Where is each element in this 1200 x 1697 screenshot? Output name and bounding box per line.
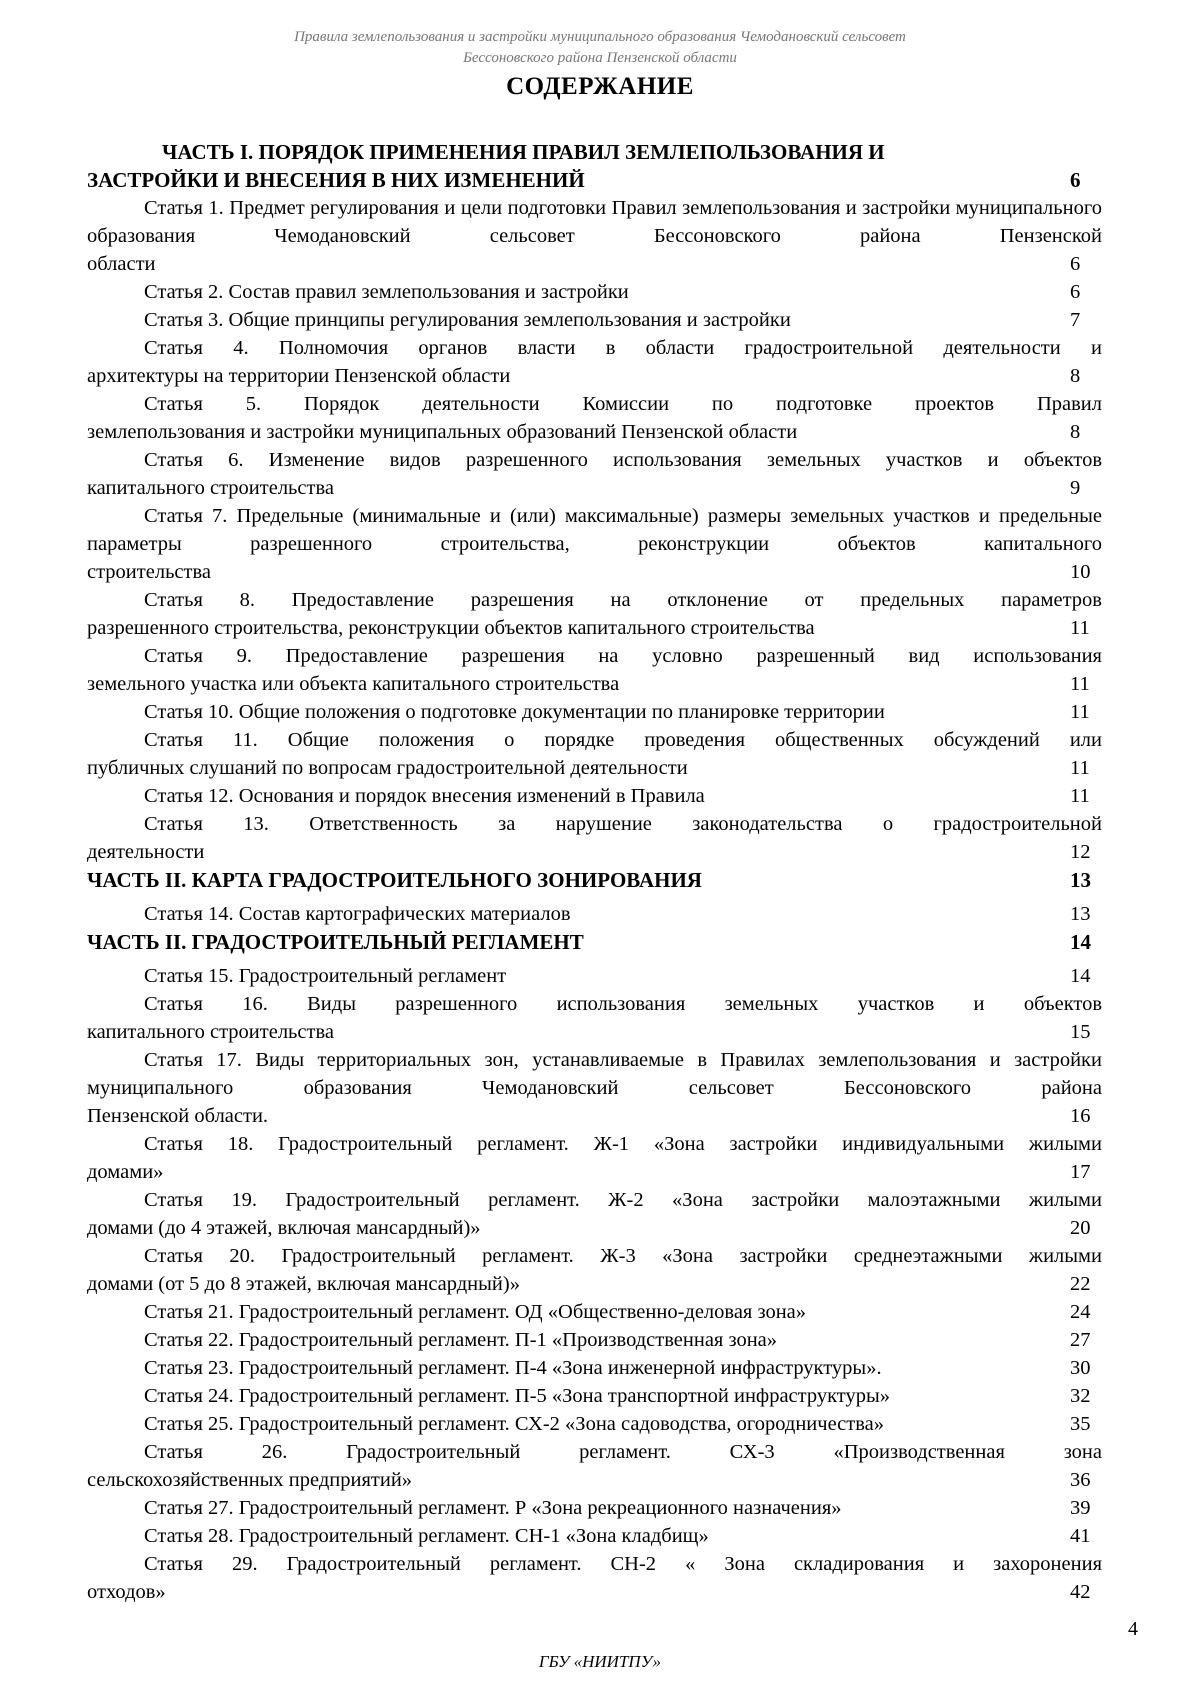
toc-entry-text: Статья 17. Виды территориальных зон, устанавливаемые в Правилах землепользования и застройки муниципального образования Чемодановский сельсовет Бессоновского района <box>87 1049 1102 1099</box>
toc-entry-text: Статья 18. Градостроительный регламент. Ж-1 «Зона застройки индивидуальными жилыми <box>144 1133 1102 1155</box>
toc-page-number: 22 <box>1070 1273 1091 1295</box>
toc-entry <box>87 1438 1102 1494</box>
page-number: 4 <box>1128 1618 1138 1640</box>
toc-page-number: 11 <box>1070 617 1090 639</box>
toc-entry <box>87 810 1102 866</box>
toc-entry-text: Статья 20. Градостроительный регламент. Ж-3 «Зона застройки среднеэтажными жилыми <box>144 1245 1102 1267</box>
toc-entry <box>87 1046 1102 1130</box>
toc-entry <box>87 1326 1102 1354</box>
toc-entry <box>87 782 1102 810</box>
running-header <box>0 27 1200 69</box>
toc-entry-text: Статья 11. Общие положения о порядке проведения общественных обсуждений или <box>144 729 1102 751</box>
toc-page-number: 10 <box>1070 561 1091 583</box>
toc-page-number: 7 <box>1070 309 1081 331</box>
toc-entry-last-line: сельскохозяйственных предприятий» <box>87 1469 413 1491</box>
toc-entry-last-line: Статья 2. Состав правил землепользования и застройки <box>144 281 629 303</box>
toc-entry-last-line: Статья 22. Градостроительный регламент. П-1 «Производственная зона» <box>144 1329 778 1351</box>
toc-page-number: 12 <box>1070 841 1091 863</box>
toc-entry-text: Статья 5. Порядок деятельности Комиссии по подготовке проектов Правил <box>144 393 1102 415</box>
toc-entry-last-line: публичных слушаний по вопросам градостроительной деятельности <box>87 757 688 779</box>
toc-entry <box>87 962 1102 990</box>
toc-entry-text: Статья 26. Градостроительный регламент. СХ-3 «Производственная зона <box>144 1441 1102 1463</box>
toc-entry-last-line: разрешенного строительства, реконструкции объектов капитального строительства <box>87 617 815 639</box>
page-title: СОДЕРЖАНИЕ <box>506 73 694 100</box>
toc-entry <box>87 334 1102 390</box>
toc-page-number: 30 <box>1070 1357 1091 1379</box>
toc-entry-last-line: земельного участка или объекта капитального строительства <box>87 673 620 695</box>
toc-entry-last-line: Статья 10. Общие положения о подготовке документации по планировке территории <box>144 701 885 723</box>
toc-entry <box>87 586 1102 642</box>
footer-organization: ГБУ «НИИТПУ» <box>538 1652 662 1671</box>
toc-entry-last-line: Статья 3. Общие принципы регулирования землепользования и застройки <box>144 309 791 331</box>
toc-entry-last-line: домами» <box>87 1161 164 1183</box>
toc-page-number: 6 <box>1070 168 1081 192</box>
toc-entry-text: Статья 19. Градостроительный регламент. Ж-2 «Зона застройки малоэтажными жилыми <box>144 1189 1102 1211</box>
toc-entry-last-line: Статья 24. Градостроительный регламент. П-5 «Зона транспортной инфраструктуры» <box>144 1385 890 1407</box>
toc-entry <box>87 900 1102 928</box>
toc-entry-last-line: Статья 14. Состав картографических материалов <box>144 903 571 925</box>
toc-entry <box>87 1494 1102 1522</box>
toc-entry-last-line: Пензенской области. <box>87 1105 269 1127</box>
toc-entry <box>87 194 1102 278</box>
toc-entry <box>87 502 1102 586</box>
toc-page-number: 13 <box>1070 868 1091 892</box>
toc-entry-last-line: капитального строительства <box>87 1021 334 1043</box>
toc-part-heading <box>87 138 1102 194</box>
toc-part-heading <box>87 866 1102 894</box>
toc-entry-last-line: ЧАСТЬ II. КАРТА ГРАДОСТРОИТЕЛЬНОГО ЗОНИРОВАНИЯ <box>87 868 702 892</box>
toc-entry <box>87 1522 1102 1550</box>
toc-page-number: 20 <box>1070 1217 1091 1239</box>
toc-page-number: 14 <box>1070 965 1091 987</box>
toc-page-number: 41 <box>1070 1525 1091 1547</box>
toc-page-number: 15 <box>1070 1021 1091 1043</box>
toc-entry-last-line: Статья 27. Градостроительный регламент. Р «Зона рекреационного назначения» <box>144 1497 842 1519</box>
toc-entry-last-line: ЧАСТЬ II. ГРАДОСТРОИТЕЛЬНЫЙ РЕГЛАМЕНТ <box>87 930 584 954</box>
toc-page-number: 6 <box>1070 253 1081 275</box>
toc-entry-text: Статья 29. Градостроительный регламент. СН-2 « Зона складирования и захоронения <box>144 1553 1102 1575</box>
toc-entry <box>87 390 1102 446</box>
toc-entry-last-line: деятельности <box>87 841 205 863</box>
toc-page-number: 14 <box>1070 930 1091 954</box>
toc-entry-text: Статья 7. Предельные (минимальные и (или) максимальные) размеры земельных участков и предельные параметры разрешенного строительства, реконструкции объектов капитального <box>87 505 1102 555</box>
toc-page-number: 42 <box>1070 1581 1091 1603</box>
toc-page-number: 11 <box>1070 785 1090 807</box>
toc-entry <box>87 306 1102 334</box>
toc-entry-last-line: Статья 25. Градостроительный регламент. СХ-2 «Зона садоводства, огородничества» <box>144 1413 885 1435</box>
toc-entry <box>87 1130 1102 1186</box>
toc-page-number: 8 <box>1070 421 1081 443</box>
toc-entry <box>87 1410 1102 1438</box>
toc-entry-last-line: Статья 15. Градостроительный регламент <box>144 965 507 987</box>
toc-entry <box>87 1242 1102 1298</box>
toc-entry <box>87 726 1102 782</box>
toc-entry <box>87 1186 1102 1242</box>
toc-page-number: 17 <box>1070 1161 1091 1183</box>
toc-entry-last-line: Статья 23. Градостроительный регламент. П-4 «Зона инженерной инфраструктуры». <box>144 1357 882 1379</box>
table-of-contents <box>87 138 1102 1606</box>
toc-entry-last-line: землепользования и застройки муниципальных образований Пензенской области <box>87 421 798 443</box>
toc-entry <box>87 446 1102 502</box>
toc-entry <box>87 1550 1102 1606</box>
toc-page-number: 13 <box>1070 903 1091 925</box>
toc-entry-last-line: домами (от 5 до 8 этажей, включая мансардный)» <box>87 1273 520 1295</box>
toc-page-number: 11 <box>1070 673 1090 695</box>
toc-entry-last-line: капитального строительства <box>87 477 334 499</box>
toc-entry-last-line: домами (до 4 этажей, включая мансардный)» <box>87 1217 481 1239</box>
toc-page-number: 9 <box>1070 477 1081 499</box>
toc-entry-text: Статья 1. Предмет регулирования и цели подготовки Правил землепользования и застройки муниципального образования Чемодановский сельсовет Бессоновского района Пензенской <box>87 197 1102 247</box>
toc-page-number: 32 <box>1070 1385 1091 1407</box>
toc-entry <box>87 698 1102 726</box>
header-line-1: Правила землепользования и застройки муниципального образования Чемодановский сельсовет <box>294 29 906 45</box>
toc-page-number: 24 <box>1070 1301 1091 1323</box>
toc-page-number: 11 <box>1070 701 1090 723</box>
toc-page-number: 6 <box>1070 281 1081 303</box>
toc-page-number: 35 <box>1070 1413 1091 1435</box>
toc-part-heading <box>87 928 1102 956</box>
toc-entry-last-line: Статья 21. Градостроительный регламент. ОД «Общественно-деловая зона» <box>144 1301 807 1323</box>
header-line-2: Бессоновского района Пензенской области <box>463 50 737 66</box>
toc-entry <box>87 1382 1102 1410</box>
toc-entry-text: Статья 8. Предоставление разрешения на отклонение от предельных параметров <box>144 589 1102 611</box>
toc-page-number: 39 <box>1070 1497 1091 1519</box>
toc-page-number: 16 <box>1070 1105 1091 1127</box>
toc-entry-text: Статья 16. Виды разрешенного использования земельных участков и объектов <box>144 993 1102 1015</box>
toc-entry-last-line: архитектуры на территории Пензенской области <box>87 365 511 387</box>
toc-entry-last-line: Статья 28. Градостроительный регламент. СН-1 «Зона кладбищ» <box>144 1525 709 1547</box>
toc-entry-last-line: ЗАСТРОЙКИ И ВНЕСЕНИЯ В НИХ ИЗМЕНЕНИЙ <box>87 168 585 192</box>
toc-page-number: 8 <box>1070 365 1081 387</box>
toc-entry <box>87 1354 1102 1382</box>
toc-page-number: 36 <box>1070 1469 1091 1491</box>
toc-entry <box>87 990 1102 1046</box>
toc-entry-last-line: отходов» <box>87 1581 166 1603</box>
toc-entry-text: Статья 6. Изменение видов разрешенного использования земельных участков и объектов <box>144 449 1102 471</box>
toc-entry-text: Статья 13. Ответственность за нарушение законодательства о градостроительной <box>144 813 1102 835</box>
toc-page-number: 11 <box>1070 757 1090 779</box>
toc-entry-last-line: области <box>87 253 156 275</box>
toc-entry <box>87 1298 1102 1326</box>
toc-entry <box>87 642 1102 698</box>
toc-entry-last-line: строительства <box>87 561 211 583</box>
toc-entry-last-line: Статья 12. Основания и порядок внесения изменений в Правила <box>144 785 705 807</box>
toc-page-number: 27 <box>1070 1329 1091 1351</box>
toc-entry-text: Статья 9. Предоставление разрешения на условно разрешенный вид использования <box>144 645 1102 667</box>
toc-entry <box>87 278 1102 306</box>
toc-entry-text: Статья 4. Полномочия органов власти в области градостроительной деятельности и <box>144 337 1102 359</box>
toc-line: ЧАСТЬ I. ПОРЯДОК ПРИМЕНЕНИЯ ПРАВИЛ ЗЕМЛЕПОЛЬЗОВАНИЯ И <box>162 140 885 164</box>
